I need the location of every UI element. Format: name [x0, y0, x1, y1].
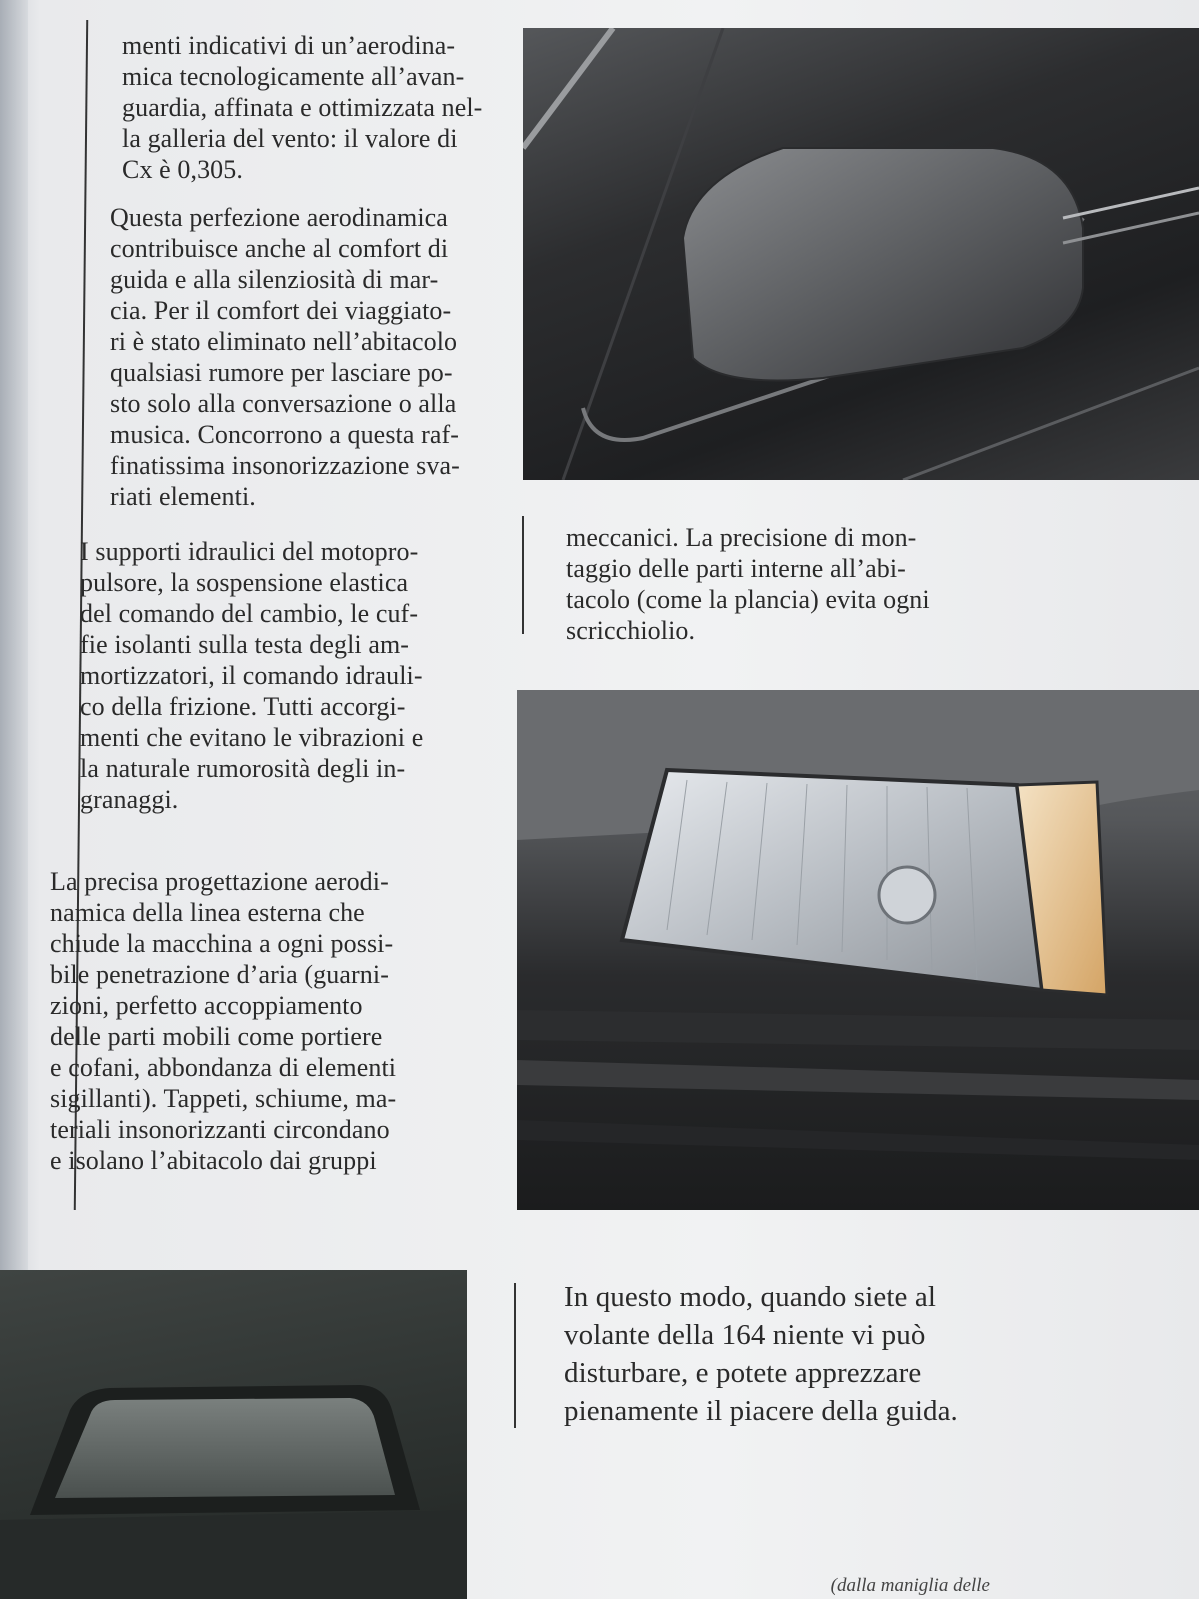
headlamp-illustration	[517, 690, 1199, 1210]
paragraph-sealing: La precisa progettazione aerodi- namica della linea esterna che chiude la macchina a ogni possi- bile penetrazione d’aria (guarni- zioni, perfetto accoppiamento delle parti mobili come portiere e cofani, abbondanza di elementi sigillanti). Tappeti, schiume, ma- teriali insonorizzanti circondano e isolano l’abitacolo dai gruppi	[50, 867, 397, 1175]
right-column-rule-1	[522, 516, 524, 634]
caption-partial: (dalla maniglia delle	[830, 1575, 990, 1596]
headlamp-photo	[517, 690, 1199, 1210]
door-handle-illustration	[0, 1270, 467, 1599]
paragraph-supports: I supporti idraulici del motopro- pulsore, la sospensione elastica del comando del cambio, le cuf- fie isolanti sulla testa degli am- mortizzatori, il comando idrauli- co della frizione. Tutti accorgi- menti che evitano le vibrazioni e la naturale rumorosità degli in- granaggi.	[80, 537, 424, 814]
door-mirror-illustration	[523, 28, 1199, 480]
paragraph-conclusion: In questo modo, quando siete al volante della 164 niente vi può disturbare, e potete apprezzare pienamente il piacere della guida.	[564, 1281, 958, 1427]
right-column-rule-2	[514, 1283, 516, 1428]
door-mirror-photo	[523, 28, 1199, 480]
paragraph-aerodynamics: menti indicativi di un’aerodina- mica tecnologicamente all’avan- guardia, affinata e ottimizzata nel- la galleria del vento: il valore di Cx è 0,305.	[122, 31, 483, 184]
paragraph-assembly: meccanici. La precisione di mon- taggio delle parti interne all’abi- tacolo (come la plancia) evita ogni scricchiolio.	[566, 523, 930, 645]
door-handle-photo	[0, 1270, 467, 1599]
paragraph-comfort: Questa perfezione aerodinamica contribuisce anche al comfort di guida e alla silenziosità di mar- cia. Per il comfort dei viaggiato- ri è stato eliminato nell’abitacolo qualsiasi rumore per lasciare po- sto solo alla conversazione o alla musica. Concorrono a questa raf- finatissima insonorizzazione sva- riati elementi.	[110, 203, 460, 511]
